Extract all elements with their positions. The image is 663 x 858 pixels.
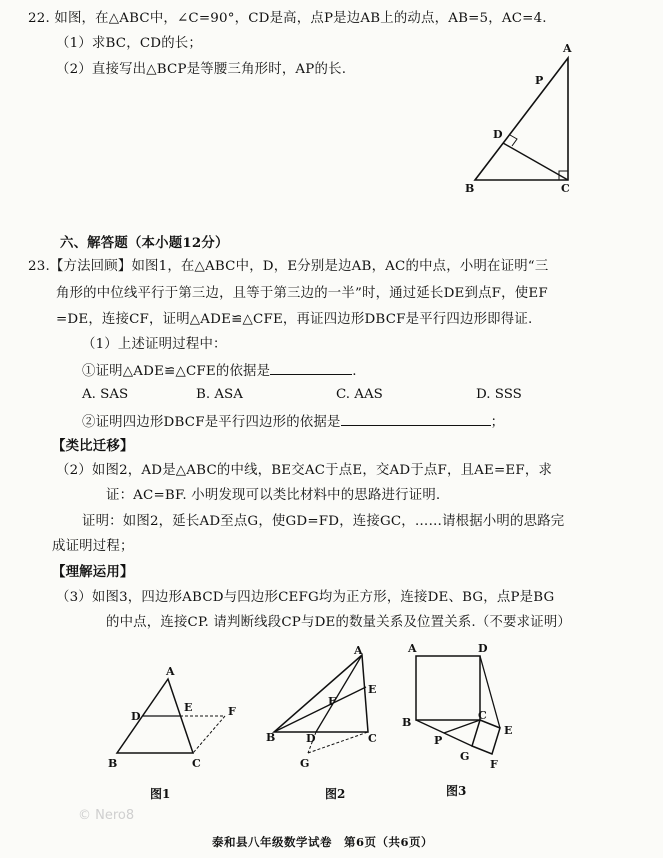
fig3-label-e: E (504, 724, 513, 737)
fig3-label-a: A (408, 642, 417, 655)
option-d: D. SSS (476, 387, 522, 402)
fig3-label-p: P (434, 734, 443, 747)
fig1-label-a: A (166, 665, 175, 678)
q23-sub2-line2: 证：AC=BF. 小明发现可以类比材料中的思路进行证明. (106, 488, 441, 503)
fig3-label-g: G (460, 750, 470, 763)
fig2-label-e: E (368, 683, 377, 696)
fig2-label-d: D (306, 732, 316, 745)
q23-sub1-title: （1）上述证明过程中： (82, 337, 227, 352)
q23-sub2-line1: （2）如图2，AD是△ABC的中线，BE交AC于点E，交AD于点F，且AE=EF，求 (56, 463, 553, 478)
option-a: A. SAS (82, 387, 129, 402)
fig22-label-a: A (563, 42, 572, 55)
section6-title: 六、解答题（本小题12分） (60, 235, 229, 251)
fig1-label-e: E (184, 701, 193, 714)
fig22-label-p: P (535, 74, 544, 87)
figure-3-caption: 图3 (446, 784, 467, 798)
fig3-label-c: C (478, 709, 487, 722)
q23-sub1-q2-end: ； (490, 415, 505, 430)
fig2-label-f: F (328, 695, 336, 708)
figure-1-caption: 图1 (150, 787, 171, 801)
fig3-label-f: F (490, 758, 498, 771)
fig2-label-c: C (368, 732, 377, 745)
watermark-text: © Nero8 (78, 808, 135, 823)
q23-line2: 角形的中位线平行于第三边，且等于第三边的一半”时，通过延长DE到点F，使EF (56, 286, 548, 301)
answer-blank-1[interactable] (270, 361, 352, 375)
q23-sub1-q1 (82, 361, 357, 381)
fig22-label-b: B (465, 182, 475, 195)
q23-proof-line1: 证明：如图2，延长AD至点G，使GD=FD，连接GC，……请根据小明的思路完 (82, 514, 565, 529)
page-footer: 泰和县八年级数学试卷 第6页（共6页） (212, 835, 434, 849)
q23-line1: 23.【方法回顾】如图1，在△ABC中，D，E分别是边AB，AC的中点，小明在证明“三 (28, 259, 549, 274)
fig3-label-b: B (402, 716, 412, 729)
fig1-label-f: F (228, 705, 236, 718)
apply-title: 【理解运用】 (52, 564, 134, 580)
q23-sub3-line1: （3）如图3，四边形ABCD与四边形CEFG均为正方形，连接DE、BG，点P是BG (56, 590, 555, 605)
figure-2 (262, 645, 392, 775)
fig2-label-g: G (300, 757, 310, 770)
analogy-title: 【类比迁移】 (52, 438, 134, 454)
q22-part1: （1）求BC，CD的长； (56, 36, 202, 51)
fig22-label-d: D (493, 128, 503, 141)
q23-sub1-q1-end: . (352, 364, 357, 379)
fig3-label-d: D (478, 642, 488, 655)
fig1-label-d: D (131, 710, 141, 723)
q23-sub3-line2: 的中点，连接CP. 请判断线段CP与DE的数量关系及位置关系.（不要求证明） (106, 615, 572, 630)
option-c: C. AAS (336, 387, 383, 402)
fig2-label-b: B (266, 731, 276, 744)
q22-stem: 22. 如图，在△ABC中，∠C=90°，CD是高，点P是边AB上的动点，AB=5，AC=4. (28, 11, 547, 26)
q23-sub1-q2 (82, 412, 504, 432)
answer-blank-2[interactable] (341, 412, 491, 426)
q23-line3: =DE，连接CF，证明△ADE≌△CFE，再证四边形DBCF是平行四边形即得证. (56, 312, 533, 327)
fig1-label-c: C (192, 757, 201, 770)
q23-proof-line2: 成证明过程； (52, 539, 134, 554)
fig2-label-a: A (354, 644, 363, 657)
q23-sub1-q1-text: ①证明△ADE≌△CFE的依据是 (82, 364, 271, 379)
q22-part2: （2）直接写出△BCP是等腰三角形时，AP的长. (56, 62, 347, 77)
figure-2-caption: 图2 (325, 787, 346, 801)
figure-3 (398, 640, 528, 775)
fig1-label-b: B (108, 757, 118, 770)
option-b: B. ASA (196, 387, 243, 402)
fig22-label-c: C (561, 182, 570, 195)
q22-figure (455, 40, 595, 200)
figure-1 (100, 665, 250, 775)
q23-sub1-q2-text: ②证明四边形DBCF是平行四边形的依据是 (82, 415, 341, 430)
